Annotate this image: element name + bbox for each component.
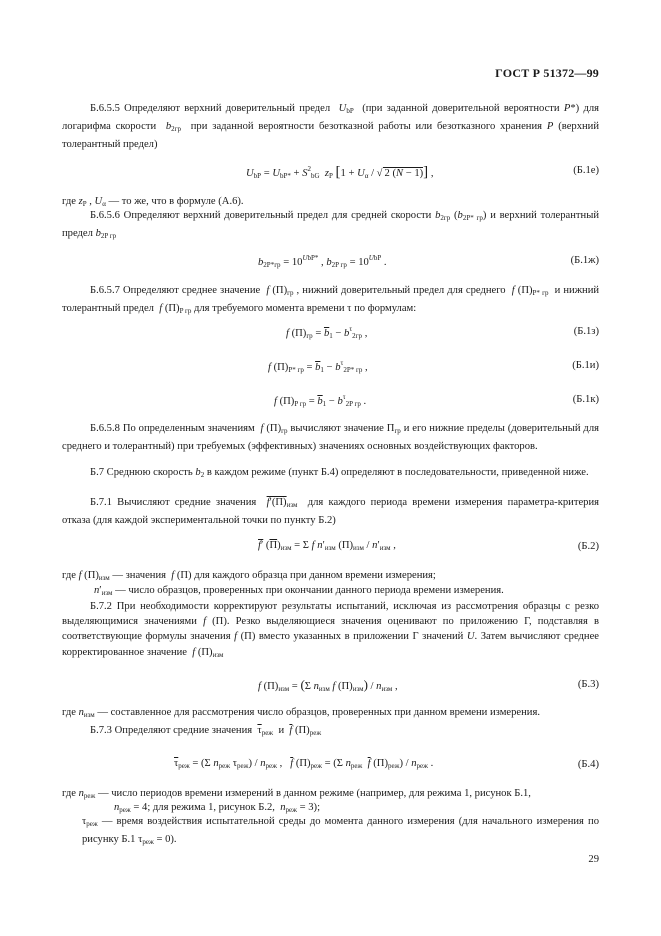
paragraph-where-nrezh-cont: $n_{реж} = 4$; для режима 1, рисунок Б.2, $n_{реж} = 3$); (114, 802, 321, 814)
equation-b1i: f $(П)_{P* гр} = \overline{b}_1 - b^\tau_{2P* гр}$ , (268, 359, 368, 374)
paragraph-where-nizm: где $n_{изм}$ — составленное для рассмотрения число образцов, проверенных при данном времени измерения. (62, 707, 540, 719)
equation-number: (Б.1к) (572, 394, 599, 405)
equation-number: (Б.1з) (573, 326, 599, 337)
paragraph-where-f: где f $(П)_{изм}$ — значения f (П) для каждого образца при данном времени измерения; (62, 570, 436, 582)
paragraph-where-n: $n'_{изм}$ — число образцов, проверенных при окончании данного периода времени измерения. (94, 585, 504, 597)
paragraph-b658: Б.6.5.8 По определенным значениям f $(П)_{гр}$ вычисляют значение $П_{гр}$ и его нижние пределы (доверительный для среднего и толерантный) при требуемых (эффективных) значениях основных воздействующих факторов. (62, 423, 599, 453)
equation-number: (Б.1ж) (570, 255, 599, 266)
equation-b4: $\overline{\tau}_{реж} = (\Sigma$ $n_{реж}$ $\tau_{реж}) / n_{реж}$ , $\overline{f}$ $(П)_{реж} = (\Sigma$ $n_{реж}$ $\overline{f}$ $(П)_{реж}) / n_{реж}$ . (174, 758, 434, 770)
paragraph-b655: Б.6.5.5 Определяют верхний доверительный предел $U_{bP}$ (при заданной доверительной вероятности P*) для логарифма скорости $b_{2гр}$ при заданной вероятности безотказной работы или безотказного хранения P (верхний толерантный предел) (62, 103, 599, 151)
paragraph-where-tau: $\tau_{реж}$ — время воздействия испытательной среды до момента данного измерения (для начального измерения по рисунку Б.1 $\tau_{реж} = 0$). (82, 816, 599, 847)
equation-number: (Б.4) (577, 759, 599, 770)
paragraph-b73: Б.7.3 Определяют средние значения $\overline{\tau}_{реж}$ и $\overline{f}$ $(П)_{реж}$ (90, 725, 322, 737)
paragraph-b657: Б.6.5.7 Определяют среднее значение f $(П)_{гр}$ , нижний доверительный предел для среднего f $(П)_{P* гр}$ и нижний толерантный предел f $(П)_{P гр}$ для требуемого момента времени τ по формулам: (62, 285, 600, 316)
equation-b2: f′ $(П)_{изм} = \Sigma$ f $n'_{изм}$ $(П)_{изм} / n'_{изм}$ , (258, 540, 396, 552)
paragraph-where-zp: где $z_P$ , $U_\alpha$ — то же, что в формуле (А.6). (62, 196, 244, 208)
paragraph-b7: Б.7 Среднюю скорость $b_2$ в каждом режиме (пункт Б.4) определяют в последовательности, приведенной ниже. (90, 467, 589, 479)
paragraph-b71: Б.7.1 Вычисляют средние значения $f'(П)_{изм}$ для каждого периода времени измерения параметра-критерия отказа (для каждой экспериментальной точки по пункту Б.2) (62, 497, 599, 527)
paragraph-b656: Б.6.5.6 Определяют верхний доверительный предел для средней скорости $b_{2гр}$ $(b_{2P* гр})$ и верхний толерантный предел $b_{2P гр}$ (62, 210, 599, 241)
equation-b3: f $(П)_{изм} = (\Sigma$ $n_{изм}$ f $(П)_{изм}) / n_{изм}$ , (258, 677, 398, 693)
document-header: ГОСТ Р 51372—99 (495, 66, 599, 80)
equation-number: (Б.1е) (573, 165, 599, 176)
page-number: 29 (588, 854, 599, 865)
equation-b1zh: $b_{2P*гр} = 10^{UbP*}$ , $b_{2P гр} = 10^{UbP}$ . (258, 254, 387, 269)
equation-number: (Б.3) (577, 679, 599, 690)
equation-b1e: $U_{bP} = U_{bP*} + S^2_{bG}$ $z_P$ [$1 + U_\alpha$ / √ 2 (N − 1)] , (246, 164, 434, 180)
equation-b1z: f $(П)_{гр} = \overline{b}_1 - b^\tau_{2гр}$ , (286, 325, 368, 340)
paragraph-where-nrezh: где $n_{реж}$ — число периодов времени измерений в данном режиме (например, для режима 1, рисунок Б.1, (62, 788, 531, 800)
paragraph-b72: Б.7.2 При необходимости корректируют результаты испытаний, исключая из рассмотрения образцы с резко выделяющимися значениями f (П). Резко выделяющиеся значения оценивают по приложению Г, подставляя в соответствующие формулы значения f (П) вместо указанных в приложении Г значений U. Затем вычисляют среднее корректированное значение f $(П)_{изм}$ (62, 601, 599, 659)
equation-b1k: f $(П)_{P гр} = \overline{b}_1 - b^\tau_{2P гр}$ . (274, 393, 367, 408)
equation-number: (Б.2) (577, 541, 599, 552)
equation-number: (Б.1и) (572, 360, 599, 371)
